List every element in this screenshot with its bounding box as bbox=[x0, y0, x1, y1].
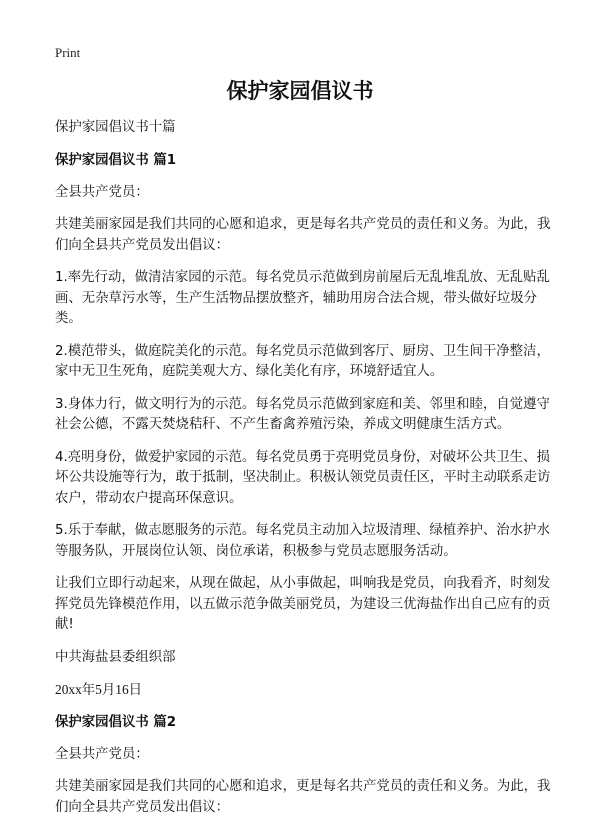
document-subtitle: 保护家园倡议书十篇 bbox=[55, 120, 176, 135]
print-link[interactable]: Print bbox=[55, 45, 81, 60]
section-1-signature: 中共海盐县委组织部 bbox=[55, 649, 176, 665]
section-1-item-3: 3.身体力行，做文明行为的示范。每名党员示范做到家庭和美、邻里和睦，自觉遵守社会公德，不露天焚烧秸秆、不产生畜禽养殖污染，养成文明健康生活方式。 bbox=[55, 396, 550, 432]
section-2-intro: 共建美丽家园是我们共同的心愿和追求，更是每名共产党员的责任和义务。为此，我们向全县共产党员发出倡议： bbox=[55, 779, 551, 815]
section-2-greeting: 全县共产党员： bbox=[55, 746, 149, 762]
section-1-item-1: 1.率先行动，做清洁家园的示范。每名党员示范做到房前屋后无乱堆乱放、无乱贴乱画、无杂草污水等，生产生活物品摆放整齐，辅助用房合法合规，带头做好垃圾分类。 bbox=[55, 270, 550, 326]
section-1-heading: 保护家园倡议书 篇1 bbox=[55, 152, 177, 168]
section-1-date: 20xx年5月16日 bbox=[55, 682, 143, 697]
section-1-item-5: 5.乐于奉献，做志愿服务的示范。每名党员主动加入垃圾清理、绿植养护、治水护水等服务队，开展岗位认领、岗位承诺，积极参与党员志愿服务活动。 bbox=[55, 523, 550, 559]
section-1-intro: 共建美丽家园是我们共同的心愿和追求，更是每名共产党员的责任和义务。为此，我们向全县共产党员发出倡议： bbox=[55, 217, 551, 253]
page-title: 保护家园倡议书 bbox=[226, 79, 374, 103]
section-1-item-4: 4.亮明身份，做爱护家园的示范。每名党员勇于亮明党员身份，对破坏公共卫生、损坏公共设施等行为，敢于抵制，坚决制止。积极认领党员责任区，平时主动联系走访农户，带动农户提高环保意识。 bbox=[55, 449, 551, 506]
section-1-item-2: 2.模范带头，做庭院美化的示范。每名党员示范做到客厅、厨房、卫生间干净整洁，家中无卫生死角，庭院美观大方、绿化美化有序，环境舒适宜人。 bbox=[55, 343, 550, 379]
section-1-greeting: 全县共产党员： bbox=[55, 184, 149, 200]
section-1-closing: 让我们立即行动起来，从现在做起，从小事做起，叫响我是党员，向我看齐，时刻发挥党员先锋模范作用，以五做示范争做美丽党员，为建设三优海盐作出自己应有的贡献! bbox=[55, 576, 551, 632]
section-2-heading: 保护家园倡议书 篇2 bbox=[55, 714, 177, 730]
document-body bbox=[55, 118, 555, 830]
